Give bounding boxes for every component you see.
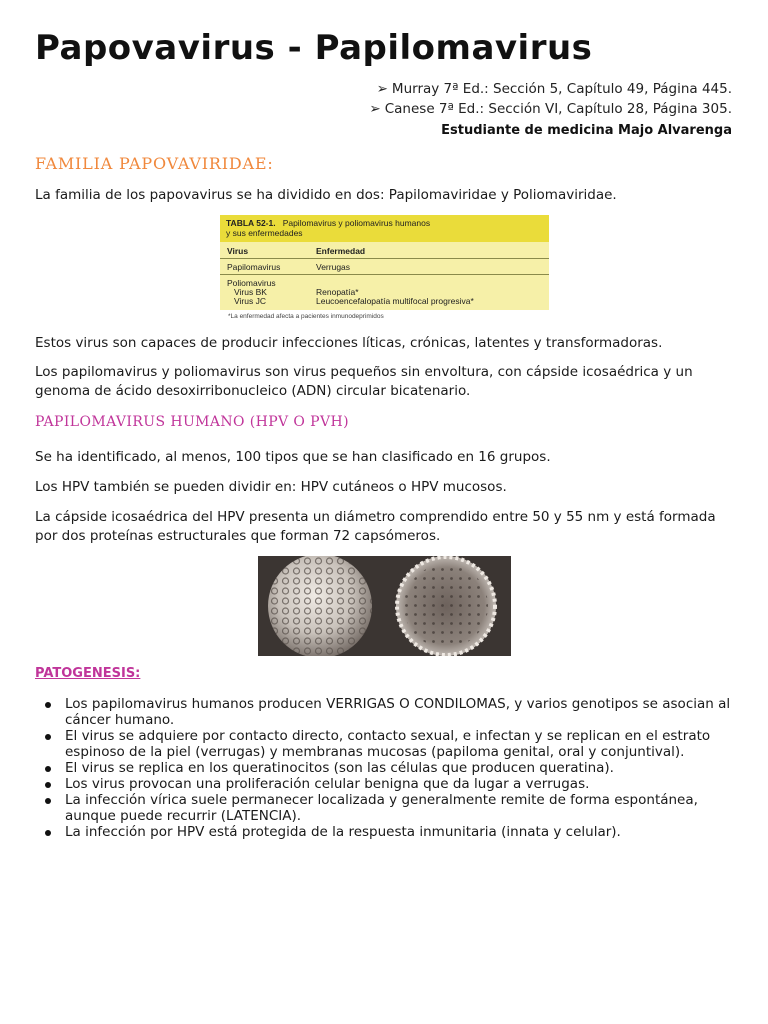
table-cell: Papilomavirus [227, 262, 281, 272]
list-item [35, 776, 735, 792]
hpv-paragraph: Se ha identificado, al menos, 100 tipos que se han clasificado en 16 grupos. [35, 449, 551, 465]
family-intro-paragraph: La familia de los papovavirus se ha dividido en dos: Papilomaviridae y Poliomaviridae. [35, 187, 617, 203]
table-cell: Renopatía* [316, 287, 359, 297]
list-item-text: La infección vírica suele permanecer localizada y generalmente remite de forma espontánea, aunque puede recurrir (LATENCIA). [65, 792, 698, 824]
table-caption [226, 218, 430, 238]
list-item-text: Los virus provocan una proliferación celular benigna que da lugar a verrugas. [65, 776, 590, 792]
table-footnote: *La enfermedad afecta a pacientes inmunodeprimidos [228, 313, 384, 320]
bullet-icon [45, 766, 51, 772]
table-caption-text: y sus enfermedades [226, 228, 303, 238]
list-item [35, 728, 735, 760]
table-column-header: Virus [227, 246, 249, 256]
table-caption-text: Papilomavirus y poliomavirus humanos [282, 218, 431, 228]
bullet-icon [45, 798, 51, 804]
table-cell: Virus JC [234, 296, 266, 306]
table-cell: Virus BK [234, 287, 267, 297]
paragraph: Estos virus son capaces de producir infecciones líticas, crónicas, latentes y transformadoras. [35, 335, 663, 351]
reference-text: Canese 7ª Ed.: Sección VI, Capítulo 28, Página 305. [384, 101, 732, 117]
page-title: Papovavirus - Papilomavirus [35, 28, 593, 68]
hpv-paragraph: La cápside icosaédrica del HPV presenta un diámetro comprendido entre 50 y 55 nm y está formada por dos proteínas estructurales que forman 72 capsómeros. [35, 509, 716, 544]
table-cell: Leucoencefalopatía multifocal progresiva* [316, 296, 474, 306]
references [369, 79, 732, 119]
list-item [35, 824, 735, 840]
arrow-bullet-icon: ➢ [376, 81, 388, 97]
section-heading-hpv: PAPILOMAVIRUS HUMANO (HPV O PVH) [35, 414, 349, 430]
bullet-icon [45, 782, 51, 788]
section-heading-family: FAMILIA PAPOVAVIRIDAE: [35, 154, 274, 173]
hpv-paragraph: Los HPV también se pueden dividir en: HPV cutáneos o HPV mucosos. [35, 479, 507, 495]
table-divider [220, 258, 549, 259]
table-cell: Verrugas [316, 262, 351, 272]
reference-item [369, 99, 732, 119]
hpv-micrograph-image [258, 556, 511, 656]
bullet-icon [45, 734, 51, 740]
reference-text: Murray 7ª Ed.: Sección 5, Capítulo 49, Página 445. [391, 81, 732, 97]
pathogenesis-list [35, 696, 735, 840]
author-line: Estudiante de medicina Majo Alvarenga [441, 123, 732, 138]
list-item-text: Los papilomavirus humanos producen VERRIGAS O CONDILOMAS, y varios genotipos se asocian al cáncer humano. [65, 696, 731, 728]
table-divider [220, 274, 549, 275]
bullet-icon [45, 702, 51, 708]
table-column-header: Enfermedad [316, 246, 366, 256]
list-item [35, 760, 735, 776]
list-item-text: El virus se replica en los queratinocitos (son las células que producen queratina). [65, 760, 614, 776]
table-cell: Poliomavirus [227, 278, 276, 288]
list-item [35, 696, 735, 728]
list-item [35, 792, 735, 824]
reference-item [369, 79, 732, 99]
section-heading-pathogenesis: PATOGENESIS: [35, 666, 141, 681]
table-figure [220, 215, 549, 326]
bullet-icon [45, 830, 51, 836]
list-item-text: La infección por HPV está protegida de la respuesta inmunitaria (innata y celular). [65, 824, 621, 840]
list-item-text: El virus se adquiere por contacto directo, contacto sexual, e infectan y se replican en el estrato espinoso de la piel (verrugas) y membranas mucosas (papiloma genital, oral y conjuntival). [65, 728, 711, 760]
arrow-bullet-icon: ➢ [369, 101, 381, 117]
table-caption-label: TABLA 52-1. [226, 218, 276, 228]
paragraph: Los papilomavirus y poliomavirus son virus pequeños sin envoltura, con cápside icosaédrica y un genoma de ácido desoxirribonucleico (ADN) circular bicatenario. [35, 364, 693, 399]
